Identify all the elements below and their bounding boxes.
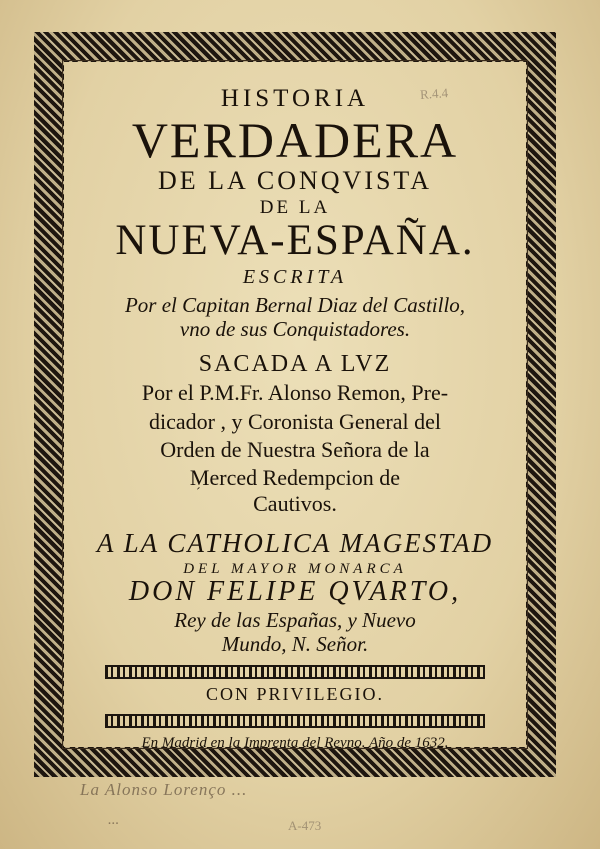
- privilege-line: CON PRIVILEGIO.: [206, 683, 384, 704]
- author-line: Por el Capitan Bernal Diaz del Castillo,: [124, 293, 466, 318]
- dedication-line-5: Mundo, N. Señor.: [221, 631, 369, 656]
- author-line-2: vno de sus Conquistadores.: [179, 317, 411, 342]
- editor-line-4: Merced Redempcion de: [189, 464, 401, 490]
- title-line-de-la: DE LA: [259, 197, 331, 219]
- title-line-verdadera: VERDADERA: [131, 112, 459, 169]
- handwritten-signature-line-2: ...: [108, 812, 120, 828]
- dedication-line-3: DON FELIPE QVARTO,: [128, 576, 462, 608]
- title-line-historia: HISTORIA: [220, 85, 370, 112]
- shelfmark-top: R.4.4: [419, 85, 449, 102]
- editor-line-2: dicador , y Coronista General del: [148, 408, 441, 434]
- imprint-line: En Madrid en la Imprenta del Reyno. Año de 1632.: [141, 734, 449, 751]
- editor-line-1: Por el P.M.Fr. Alonso Remon, Pre-: [141, 380, 449, 406]
- title-text-block: [68, 78, 522, 751]
- title-line-nueva-espana: NUEVA-ESPAÑA.: [115, 216, 475, 264]
- dedication-line-1: A LA CATHOLICA MAGESTAD: [96, 528, 494, 559]
- editor-line-3: Orden de Nuestra Señora de la: [160, 436, 430, 462]
- title-line-conquista: DE LA CONQVISTA: [157, 165, 433, 195]
- sacada-line: SACADA A LVZ: [198, 351, 392, 378]
- flourish-mark-icon: ´: [196, 486, 201, 501]
- dedication-line-4: Rey de las Españas, y Nuevo: [174, 607, 416, 632]
- ornament-rule-top: [105, 665, 485, 679]
- shelfmark-bottom: A-473: [288, 818, 322, 833]
- handwritten-signature: La Alonso Lorenço ...: [80, 780, 248, 799]
- title-line-escrita: ESCRITA: [242, 266, 348, 289]
- dedication-line-2: DEL MAYOR MONARCA: [183, 560, 407, 577]
- editor-line-5: Cautivos.: [253, 491, 337, 517]
- ornament-rule-bottom: [105, 714, 485, 728]
